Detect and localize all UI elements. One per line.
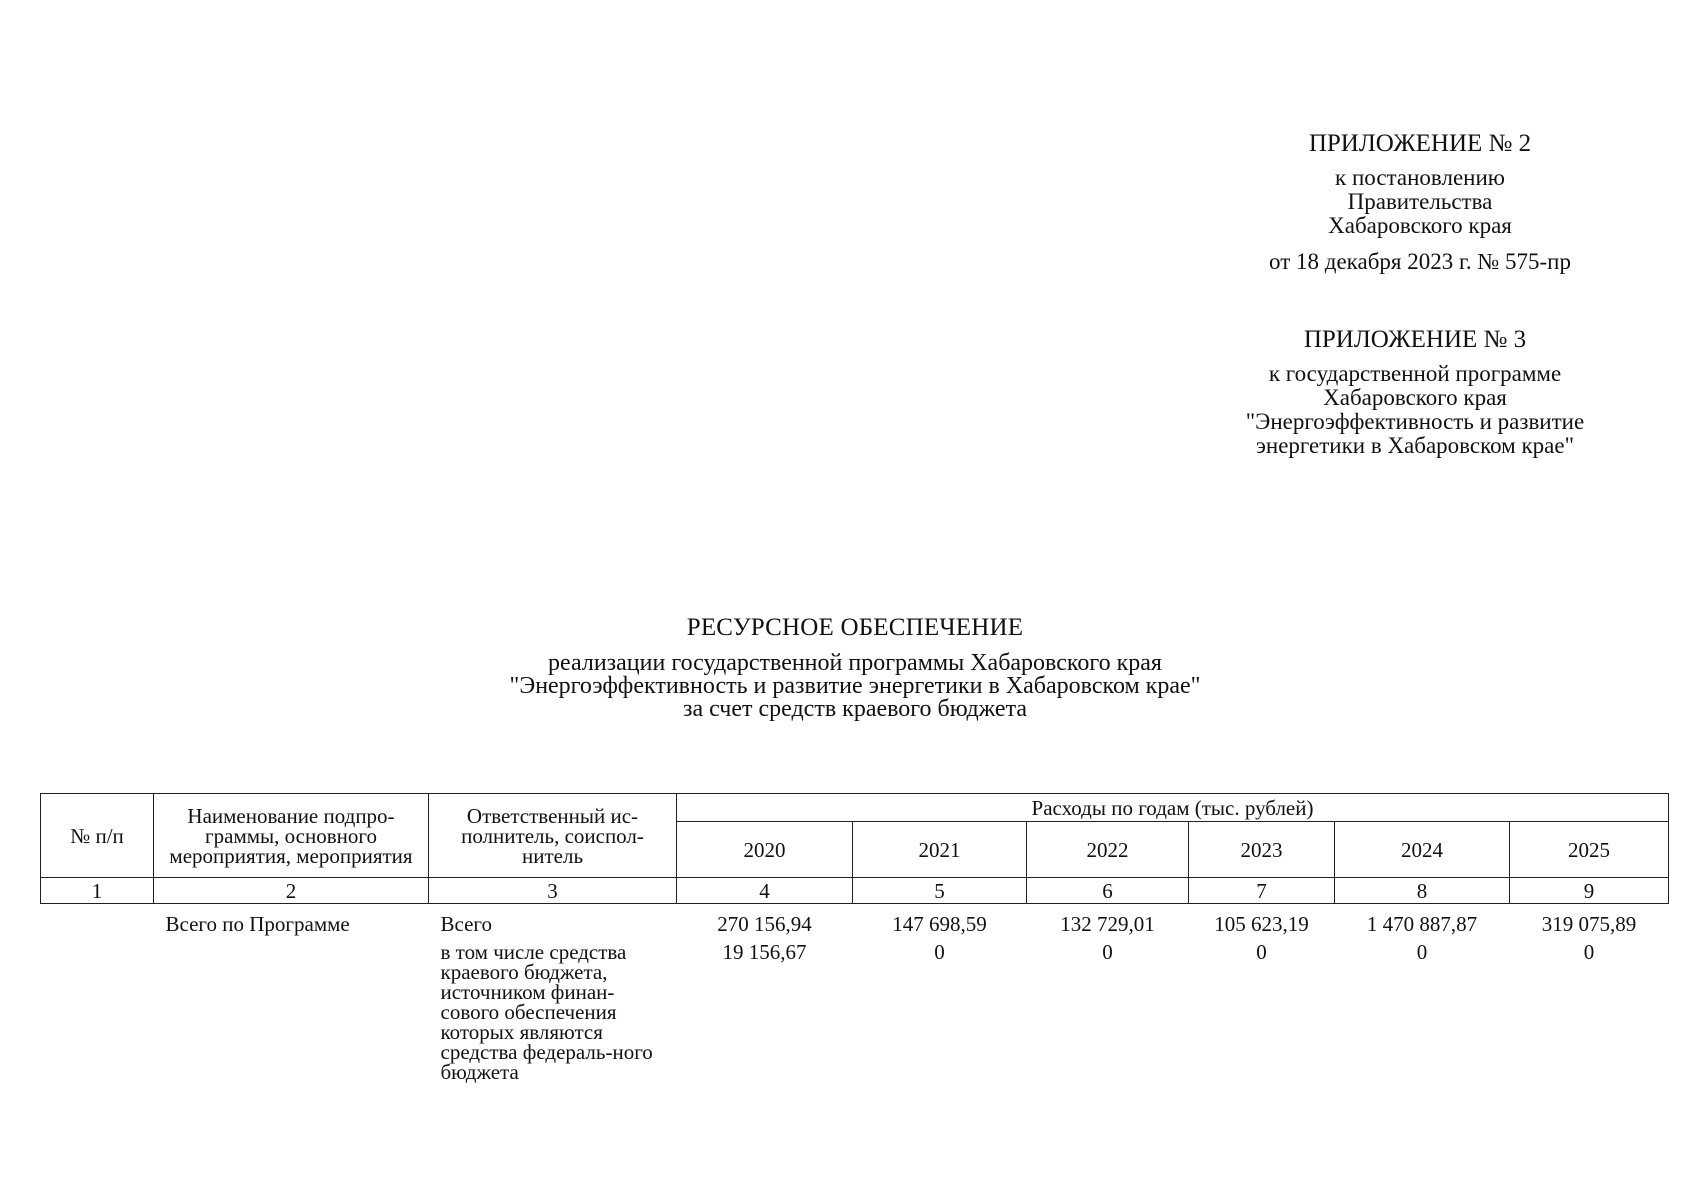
document-subtitle-line-1: реализации государственной программы Хабаровского края [548, 650, 1162, 676]
column-number: 6 [1027, 878, 1189, 904]
row-value-2023: 105 623,19 [1214, 912, 1309, 936]
header-year: 2023 [1189, 822, 1335, 878]
row-value-2024: 1 470 887,87 [1366, 912, 1478, 936]
header-num: № п/п [41, 794, 154, 878]
appendix-3-heading: ПРИЛОЖЕНИЕ № 3 [1303, 326, 1527, 353]
resource-table [40, 793, 1669, 1082]
row-value-2022: 132 729,01 [1060, 912, 1155, 936]
row-number [41, 934, 154, 1082]
row-value-2020: 270 156,94 [717, 912, 812, 936]
row-value-2020: 19 156,67 [722, 940, 807, 964]
row-value-2022: 0 [1102, 940, 1113, 964]
appendix-2-date-line: от 18 декабря 2023 г. № 575-пр [1269, 249, 1571, 274]
row-value-2023: 0 [1256, 940, 1267, 964]
document-title: РЕСУРСНОЕ ОБЕСПЕЧЕНИЕ [686, 614, 1024, 641]
header-year: 2024 [1335, 822, 1510, 878]
column-number: 8 [1335, 878, 1510, 904]
row-value-2025: 319 075,89 [1541, 912, 1637, 936]
table-row [41, 934, 1669, 1082]
header-year: 2022 [1027, 822, 1189, 878]
appendix-3-block [1180, 326, 1650, 458]
column-number: 5 [853, 878, 1027, 904]
header-year: 2025 [1510, 822, 1669, 878]
row-name [154, 934, 429, 1082]
appendix-2-line-1: к постановлению [1335, 165, 1505, 190]
column-number: 9 [1510, 878, 1669, 904]
appendix-3-line-1: к государственной программе [1268, 361, 1562, 386]
appendix-3-line-4: энергетики в Хабаровском крае" [1256, 433, 1574, 458]
appendix-2-heading: ПРИЛОЖЕНИЕ № 2 [1308, 130, 1532, 157]
appendix-3-line-3: "Энергоэффективность и развитие [1245, 409, 1585, 434]
column-number-row [41, 878, 1669, 904]
appendix-2-block [1230, 130, 1610, 274]
row-value-2024: 0 [1416, 940, 1428, 964]
row-value-2021: 147 698,59 [892, 912, 987, 936]
column-number: 1 [41, 878, 154, 904]
row-value-2025: 0 [1583, 940, 1595, 964]
appendix-3-line-2: Хабаровского края [1323, 385, 1507, 410]
appendix-2-line-2: Правительства [1347, 189, 1493, 214]
header-year: 2020 [677, 822, 853, 878]
row-executor: Всего [440, 912, 492, 936]
column-number: 3 [429, 878, 677, 904]
document-subtitle-line-3: за счет средств краевого бюджета [682, 696, 1028, 722]
header-name: Наименование подпро-граммы, основного мероприятия, мероприятия [154, 794, 429, 878]
appendix-2-line-3: Хабаровского края [1328, 213, 1512, 238]
column-number: 2 [154, 878, 429, 904]
document-title-block [330, 614, 1380, 721]
header-year: 2021 [853, 822, 1027, 878]
row-number [41, 904, 154, 935]
header-executor: Ответственный ис-полнитель, соиспол-нитель [429, 794, 677, 878]
row-executor: в том числе средства краевого бюджета, источником финан-сового обеспечения которых являются средства федераль-ного бюджета [440, 940, 653, 1084]
column-number: 4 [677, 878, 853, 904]
document-subtitle-line-2: "Энергоэффективность и развитие энергетики в Хабаровском крае" [509, 673, 1201, 699]
row-name: Всего по Программе [165, 912, 350, 936]
column-number: 7 [1189, 878, 1335, 904]
table-row [41, 904, 1669, 935]
row-value-2021: 0 [934, 940, 945, 964]
header-expenses: Расходы по годам (тыс. рублей) [677, 794, 1669, 822]
